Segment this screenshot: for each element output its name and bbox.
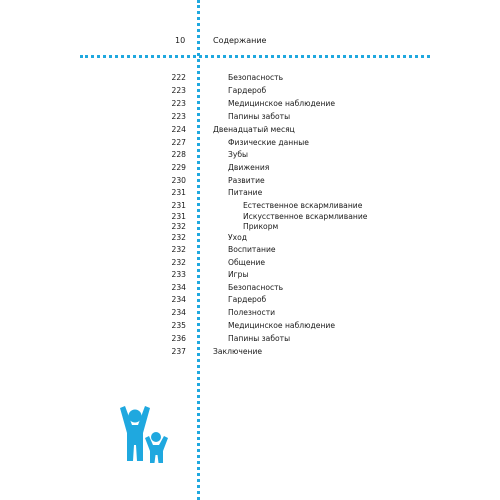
toc-entry [0, 149, 500, 160]
toc-entry-title: Прикорм [243, 222, 279, 231]
toc-page-number: 223 [171, 86, 186, 95]
toc-entry [0, 346, 500, 357]
toc-entry [0, 85, 500, 96]
toc-entry [0, 244, 500, 255]
toc-entry-title: Безопасность [228, 283, 284, 292]
toc-page-number: 230 [171, 176, 186, 185]
toc-page-number: 229 [171, 163, 186, 172]
toc-page-number: 231 [171, 201, 186, 210]
toc-entry [0, 187, 500, 198]
header-page-number: 10 [175, 36, 186, 45]
toc-entry [0, 294, 500, 305]
toc-entry [0, 200, 500, 211]
toc-entry-title: Медицинское наблюдение [228, 321, 336, 330]
toc-page-number: 233 [171, 270, 186, 279]
toc-page-number: 232 [171, 245, 186, 254]
toc-page-number: 231 [171, 188, 186, 197]
toc-entry [0, 282, 500, 293]
toc-entry [0, 232, 500, 243]
toc-page-number: 232 [171, 258, 186, 267]
toc-entry [0, 137, 500, 148]
toc-entry-title: Безопасность [228, 73, 284, 82]
toc-entry-title: Питание [228, 188, 263, 197]
toc-entry-title: Папины заботы [228, 334, 291, 343]
toc-entry [0, 72, 500, 83]
toc-entry-title: Воспитание [228, 245, 276, 254]
toc-entry [0, 98, 500, 109]
toc-entry [0, 221, 500, 232]
toc-page-number: 234 [171, 295, 186, 304]
page-title: Содержание [213, 36, 267, 45]
toc-entry-title: Игры [228, 270, 249, 279]
toc-page-number: 232 [171, 233, 186, 242]
toc-entry [0, 111, 500, 122]
toc-entry-title: Движения [228, 163, 270, 172]
toc-entry-title: Гардероб [228, 295, 267, 304]
toc-entry [0, 162, 500, 173]
toc-entry-title: Полезности [228, 308, 276, 317]
toc-page-number: 236 [171, 334, 186, 343]
toc-page-number: 223 [171, 99, 186, 108]
toc-page-number: 237 [171, 347, 186, 356]
toc-page-number: 228 [171, 150, 186, 159]
toc-entry-title: Зубы [228, 150, 249, 159]
toc-entry-title: Гардероб [228, 86, 267, 95]
toc-entry-title: Папины заботы [228, 112, 291, 121]
toc-entry-title: Уход [228, 233, 248, 242]
toc-page-number: 222 [171, 73, 186, 82]
parent-and-child-icon [117, 405, 171, 467]
toc-page-number: 232 [171, 222, 186, 231]
toc-entry-title: Естественное вскармливание [243, 201, 363, 210]
toc-entry-title: Медицинское наблюдение [228, 99, 336, 108]
toc-entry [0, 320, 500, 331]
toc-entry [0, 307, 500, 318]
toc-page-number: 224 [171, 125, 186, 134]
toc-page-number: 234 [171, 283, 186, 292]
toc-page-number: 227 [171, 138, 186, 147]
toc-page-number: 231 [171, 212, 186, 221]
toc-entry-title: Физические данные [228, 138, 309, 147]
toc-entry [0, 269, 500, 280]
toc-page-number: 234 [171, 308, 186, 317]
toc-page-number: 223 [171, 112, 186, 121]
toc-page-number: 235 [171, 321, 186, 330]
toc-entry [0, 333, 500, 344]
toc-entry-title: Развитие [228, 176, 265, 185]
toc-entry-title: Двенадцатый месяц [213, 125, 295, 134]
toc-entry [0, 124, 500, 135]
toc-entry [0, 257, 500, 268]
toc-entry-title: Общение [228, 258, 266, 267]
toc-entry [0, 175, 500, 186]
toc-entry-title: Заключение [213, 347, 263, 356]
toc-entry-title: Искусственное вскармливание [243, 212, 368, 221]
